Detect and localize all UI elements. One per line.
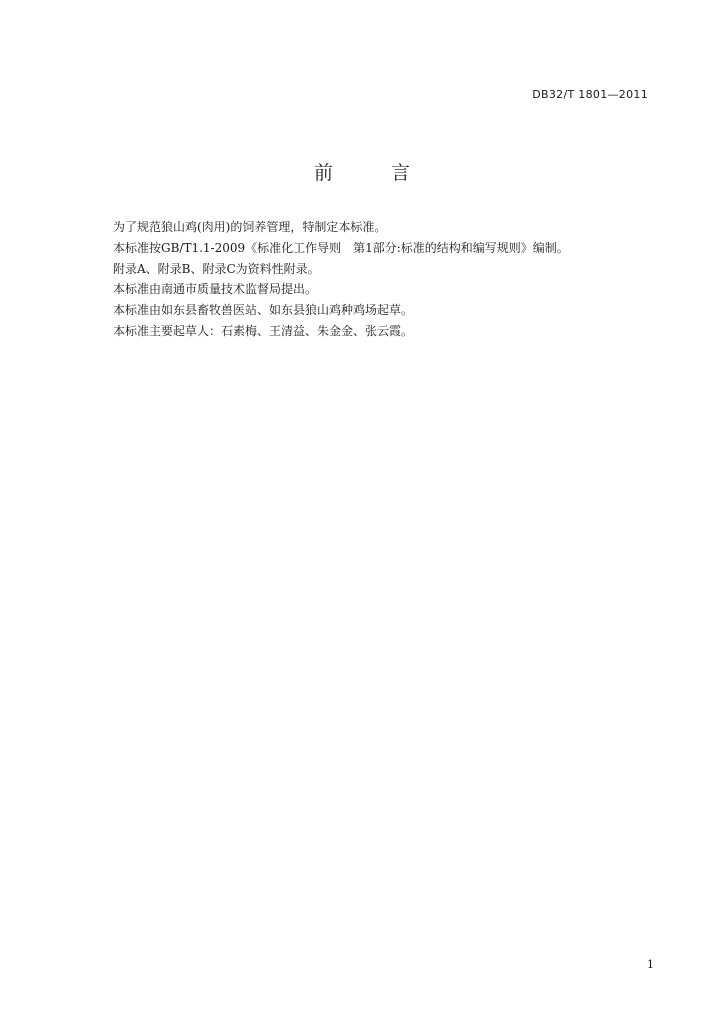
foreword-body [113, 217, 633, 342]
foreword-paragraph: 本标准主要起草人：石素梅、王清益、朱金金、张云霞。 [113, 323, 414, 338]
standard-code: DB32/T 1801—2011 [532, 88, 648, 101]
page-title: 前 言 [313, 162, 437, 184]
foreword-paragraph: 本标准按GB/T1.1-2009《标准化工作导则 第1部分:标准的结构和编写规则》编制。 [113, 240, 569, 255]
foreword-paragraph: 本标准由南通市质量技术监督局提出。 [113, 282, 318, 297]
foreword-paragraph: 为了规范狼山鸡(肉用)的饲养管理，特制定本标准。 [113, 220, 387, 234]
foreword-paragraph: 本标准由如东县畜牧兽医站、如东县狼山鸡种鸡场起草。 [113, 303, 414, 318]
foreword-paragraph: 附录A、附录B、附录C为资料性附录。 [113, 261, 320, 276]
page-number: 1 [647, 958, 654, 971]
